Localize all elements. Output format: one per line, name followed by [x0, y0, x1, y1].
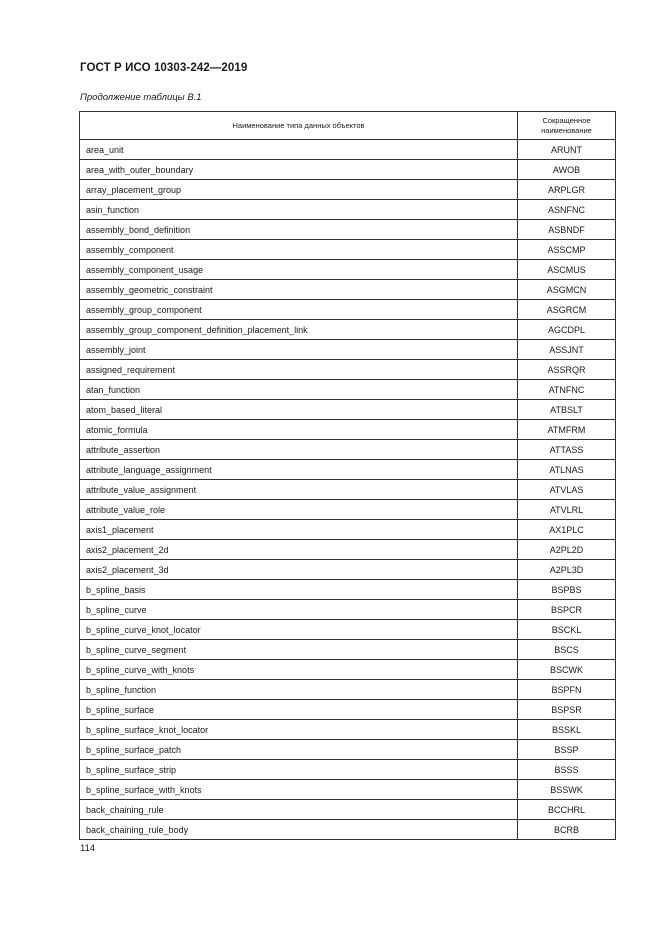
- abbreviation-cell: ASSRQR: [518, 360, 616, 380]
- entity-name-cell: asin_function: [80, 200, 518, 220]
- table-row: [80, 540, 616, 560]
- table-row: [80, 180, 616, 200]
- entity-name-cell: assigned_requirement: [80, 360, 518, 380]
- table-row: [80, 720, 616, 740]
- abbreviation-cell: AWOB: [518, 160, 616, 180]
- abbreviation-cell: AGCDPL: [518, 320, 616, 340]
- table-row: [80, 300, 616, 320]
- table-row: [80, 500, 616, 520]
- entity-name-cell: b_spline_curve_with_knots: [80, 660, 518, 680]
- table-row: [80, 400, 616, 420]
- table-row: [80, 480, 616, 500]
- abbreviation-cell: ASSCMP: [518, 240, 616, 260]
- abbreviation-cell: BCRB: [518, 820, 616, 840]
- abbreviation-cell: A2PL2D: [518, 540, 616, 560]
- abbreviation-cell: BSPCR: [518, 600, 616, 620]
- abbreviation-cell: ATLNAS: [518, 460, 616, 480]
- abbreviation-cell: ATVLAS: [518, 480, 616, 500]
- table-row: [80, 240, 616, 260]
- column-header-name: Наименование типа данных объектов: [80, 112, 518, 140]
- entity-name-cell: attribute_value_role: [80, 500, 518, 520]
- entity-name-cell: atom_based_literal: [80, 400, 518, 420]
- table-row: [80, 440, 616, 460]
- table-row: [80, 600, 616, 620]
- abbreviation-cell: BSPSR: [518, 700, 616, 720]
- entity-name-cell: b_spline_curve: [80, 600, 518, 620]
- abbreviation-cell: ATVLRL: [518, 500, 616, 520]
- abbreviation-cell: BCCHRL: [518, 800, 616, 820]
- entity-name-cell: b_spline_basis: [80, 580, 518, 600]
- document-header: ГОСТ Р ИСО 10303-242—2019: [80, 62, 248, 74]
- entity-name-cell: back_chaining_rule_body: [80, 820, 518, 840]
- entity-abbreviation-table: [79, 111, 616, 840]
- abbreviation-cell: ATBSLT: [518, 400, 616, 420]
- abbreviation-cell: AX1PLC: [518, 520, 616, 540]
- entity-name-cell: array_placement_group: [80, 180, 518, 200]
- table-row: [80, 200, 616, 220]
- table-row: [80, 140, 616, 160]
- abbreviation-cell: ARUNT: [518, 140, 616, 160]
- table-row: [80, 280, 616, 300]
- abbreviation-cell: BSCWK: [518, 660, 616, 680]
- table-row: [80, 220, 616, 240]
- entity-name-cell: atan_function: [80, 380, 518, 400]
- abbreviation-cell: ATMFRM: [518, 420, 616, 440]
- entity-name-cell: b_spline_curve_knot_locator: [80, 620, 518, 640]
- abbreviation-cell: ASNFNC: [518, 200, 616, 220]
- table-row: [80, 580, 616, 600]
- abbreviation-cell: ASBNDF: [518, 220, 616, 240]
- table-row: [80, 800, 616, 820]
- abbreviation-cell: ATTASS: [518, 440, 616, 460]
- entity-name-cell: assembly_geometric_constraint: [80, 280, 518, 300]
- column-header-abbreviation-line2: наименование: [541, 125, 592, 135]
- entity-name-cell: b_spline_surface_strip: [80, 760, 518, 780]
- entity-name-cell: attribute_value_assignment: [80, 480, 518, 500]
- abbreviation-cell: BSSWK: [518, 780, 616, 800]
- table-row: [80, 320, 616, 340]
- entity-name-cell: atomic_formula: [80, 420, 518, 440]
- entity-name-cell: assembly_component: [80, 240, 518, 260]
- entity-name-cell: assembly_component_usage: [80, 260, 518, 280]
- abbreviation-cell: BSSP: [518, 740, 616, 760]
- entity-name-cell: axis1_placement: [80, 520, 518, 540]
- page-number: 114: [80, 843, 96, 854]
- table-row: [80, 340, 616, 360]
- table-row: [80, 660, 616, 680]
- table-header-row: [80, 112, 616, 140]
- abbreviation-cell: ATNFNC: [518, 380, 616, 400]
- entity-name-cell: attribute_assertion: [80, 440, 518, 460]
- entity-name-cell: assembly_group_component_definition_placement_link: [80, 320, 518, 340]
- column-header-abbreviation: [518, 112, 616, 140]
- abbreviation-cell: A2PL3D: [518, 560, 616, 580]
- abbreviation-cell: BSCS: [518, 640, 616, 660]
- table-row: [80, 460, 616, 480]
- column-header-abbreviation-line1: Сокращенное: [542, 115, 591, 125]
- table-row: [80, 780, 616, 800]
- entity-name-cell: area_with_outer_boundary: [80, 160, 518, 180]
- entity-name-cell: assembly_bond_definition: [80, 220, 518, 240]
- table-row: [80, 740, 616, 760]
- entity-name-cell: b_spline_surface_knot_locator: [80, 720, 518, 740]
- table-row: [80, 680, 616, 700]
- entity-name-cell: attribute_language_assignment: [80, 460, 518, 480]
- entity-name-cell: b_spline_curve_segment: [80, 640, 518, 660]
- entity-name-cell: axis2_placement_2d: [80, 540, 518, 560]
- abbreviation-cell: BSSS: [518, 760, 616, 780]
- entity-name-cell: area_unit: [80, 140, 518, 160]
- table-row: [80, 560, 616, 580]
- abbreviation-cell: BSSKL: [518, 720, 616, 740]
- entity-name-cell: back_chaining_rule: [80, 800, 518, 820]
- entity-name-cell: b_spline_function: [80, 680, 518, 700]
- table-row: [80, 640, 616, 660]
- entity-name-cell: b_spline_surface_with_knots: [80, 780, 518, 800]
- abbreviation-cell: ASSJNT: [518, 340, 616, 360]
- table-row: [80, 260, 616, 280]
- entity-name-cell: b_spline_surface: [80, 700, 518, 720]
- table-row: [80, 620, 616, 640]
- abbreviation-cell: BSPBS: [518, 580, 616, 600]
- table-row: [80, 700, 616, 720]
- abbreviation-cell: ASCMUS: [518, 260, 616, 280]
- table-row: [80, 760, 616, 780]
- abbreviation-cell: ASGRCM: [518, 300, 616, 320]
- table-row: [80, 520, 616, 540]
- entity-name-cell: assembly_group_component: [80, 300, 518, 320]
- abbreviation-cell: ARPLGR: [518, 180, 616, 200]
- table-row: [80, 160, 616, 180]
- table-row: [80, 420, 616, 440]
- abbreviation-cell: ASGMCN: [518, 280, 616, 300]
- entity-name-cell: b_spline_surface_patch: [80, 740, 518, 760]
- abbreviation-cell: BSPFN: [518, 680, 616, 700]
- entity-name-cell: axis2_placement_3d: [80, 560, 518, 580]
- table-row: [80, 360, 616, 380]
- table-row: [80, 380, 616, 400]
- entity-name-cell: assembly_joint: [80, 340, 518, 360]
- table-row: [80, 820, 616, 840]
- abbreviation-cell: BSCKL: [518, 620, 616, 640]
- table-caption: Продолжение таблицы В.1: [80, 92, 202, 103]
